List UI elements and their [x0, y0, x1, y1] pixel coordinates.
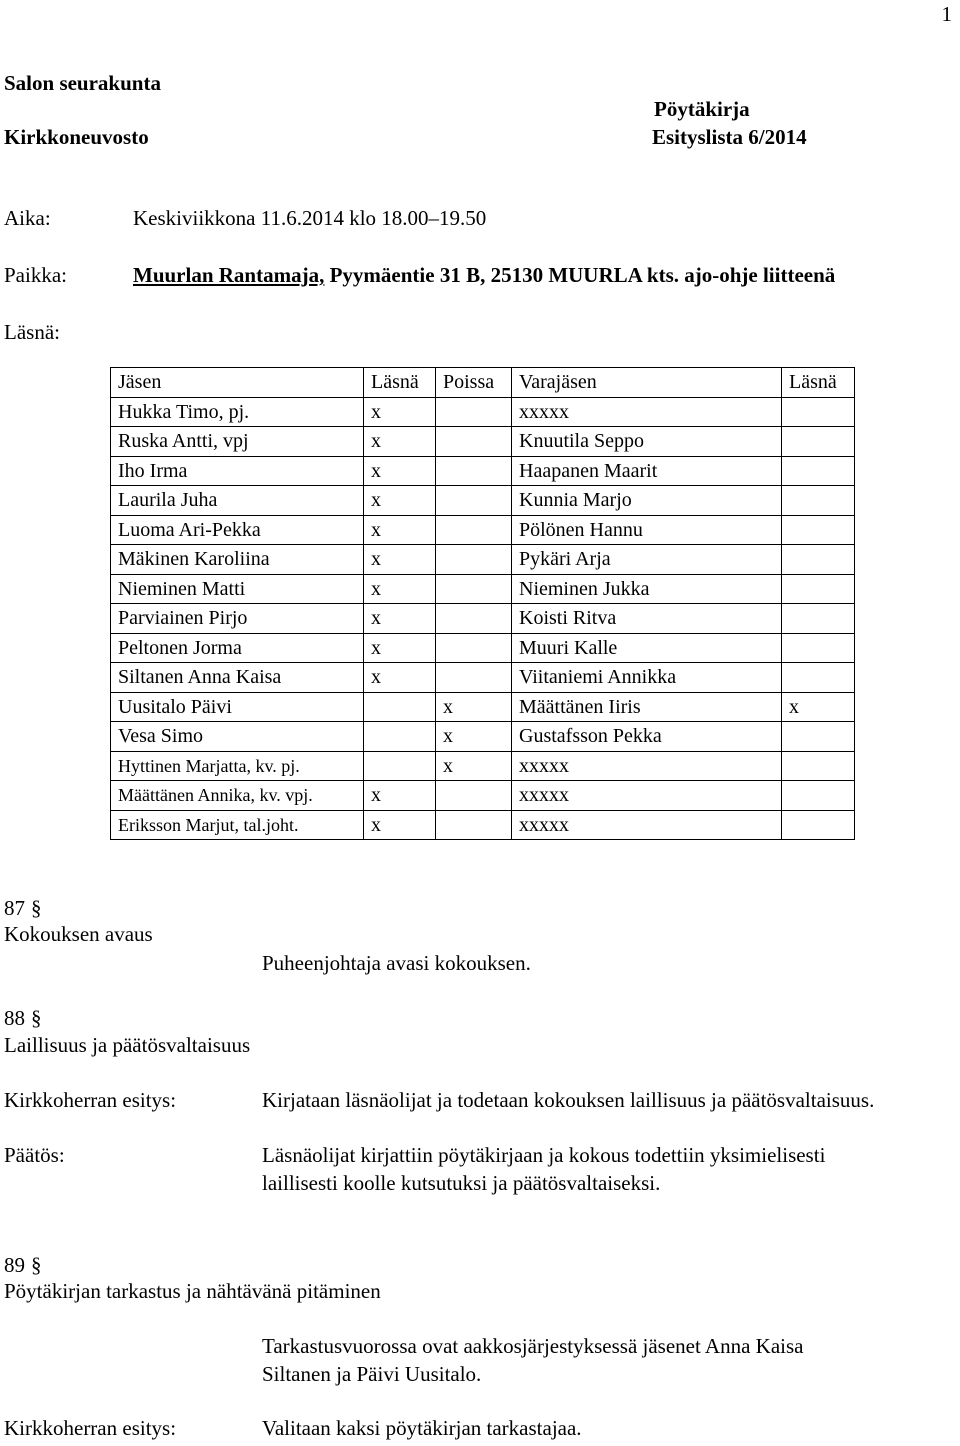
member-cell: Parviainen Pirjo: [111, 604, 364, 634]
table-row: [111, 545, 855, 575]
time-value: Keskiviikkona 11.6.2014 klo 18.00–19.50: [133, 206, 487, 230]
deputy-cell: Kunnia Marjo: [512, 486, 782, 516]
deputy-cell: xxxxx: [512, 781, 782, 811]
present-cell: x: [364, 427, 436, 457]
table-row: [111, 810, 855, 840]
member-cell: Uusitalo Päivi: [111, 692, 364, 722]
header-present: Läsnä: [364, 368, 436, 398]
present-label: Läsnä:: [4, 320, 60, 344]
absent-cell: x: [436, 722, 512, 752]
table-row: [111, 397, 855, 427]
governing-body: Kirkkoneuvosto: [4, 125, 149, 149]
present-cell: x: [364, 545, 436, 575]
table-row: [111, 781, 855, 811]
absent-cell: [436, 397, 512, 427]
time-label: Aika:: [4, 206, 51, 230]
section-88-proposal-text: Kirjataan läsnäolijat ja todetaan kokouksen laillisuus ja päätösvaltaisuus.: [262, 1088, 875, 1112]
deputy-cell: Knuutila Seppo: [512, 427, 782, 457]
deputy-cell: Pykäri Arja: [512, 545, 782, 575]
place-address: Pyymäentie 31 B, 25130 MUURLA kts. ajo-ohje liitteenä: [324, 263, 836, 287]
deputy-present-cell: [782, 751, 855, 781]
present-cell: x: [364, 574, 436, 604]
present-cell: x: [364, 456, 436, 486]
section-88-symbol: §: [31, 1006, 42, 1030]
section-87-text: Puheenjohtaja avasi kokouksen.: [262, 951, 531, 975]
table-row: [111, 515, 855, 545]
section-87-title: Kokouksen avaus: [4, 922, 153, 946]
member-cell: Ruska Antti, vpj: [111, 427, 364, 457]
deputy-cell: Nieminen Jukka: [512, 574, 782, 604]
deputy-present-cell: [782, 722, 855, 752]
section-89-text-line-2: Siltanen ja Päivi Uusitalo.: [262, 1362, 482, 1386]
deputy-cell: Gustafsson Pekka: [512, 722, 782, 752]
present-cell: [364, 751, 436, 781]
present-cell: x: [364, 810, 436, 840]
member-cell: Eriksson Marjut, tal.joht.: [111, 810, 364, 840]
absent-cell: [436, 574, 512, 604]
organization-name: Salon seurakunta: [4, 71, 161, 95]
present-cell: x: [364, 781, 436, 811]
member-cell: Siltanen Anna Kaisa: [111, 663, 364, 693]
absent-cell: [436, 515, 512, 545]
section-87-symbol: §: [31, 896, 42, 920]
section-89-number: 89: [4, 1253, 25, 1277]
deputy-cell: Määttänen Iiris: [512, 692, 782, 722]
member-cell: Hukka Timo, pj.: [111, 397, 364, 427]
absent-cell: [436, 486, 512, 516]
section-88-decision-line-2: laillisesti koolle kutsutuksi ja päätösvaltaiseksi.: [262, 1171, 661, 1195]
member-cell: Mäkinen Karoliina: [111, 545, 364, 575]
deputy-cell: xxxxx: [512, 751, 782, 781]
section-89-proposal-label: Kirkkoherran esitys:: [4, 1416, 177, 1440]
deputy-present-cell: [782, 604, 855, 634]
deputy-present-cell: [782, 545, 855, 575]
place-value: [133, 263, 835, 288]
absent-cell: [436, 663, 512, 693]
document-type: Pöytäkirja: [654, 97, 750, 121]
section-89-text-line-1: Tarkastusvuorossa ovat aakkosjärjestyksessä jäsenet Anna Kaisa: [262, 1334, 804, 1358]
section-88-number: 88: [4, 1006, 25, 1030]
place-venue: Muurlan Rantamaja,: [133, 263, 325, 287]
header-absent: Poissa: [436, 368, 512, 398]
deputy-present-cell: [782, 574, 855, 604]
member-cell: Hyttinen Marjatta, kv. pj.: [111, 751, 364, 781]
table-row: [111, 692, 855, 722]
table-row: [111, 633, 855, 663]
table-row: [111, 663, 855, 693]
page-number: 1: [941, 2, 952, 26]
present-cell: x: [364, 486, 436, 516]
deputy-present-cell: [782, 397, 855, 427]
deputy-present-cell: [782, 427, 855, 457]
table-row: [111, 574, 855, 604]
deputy-present-cell: [782, 663, 855, 693]
attendance-table: [110, 367, 855, 840]
absent-cell: [436, 604, 512, 634]
table-row: [111, 751, 855, 781]
deputy-present-cell: [782, 633, 855, 663]
agenda-number: Esityslista 6/2014: [652, 125, 807, 149]
header-member: Jäsen: [111, 368, 364, 398]
absent-cell: [436, 427, 512, 457]
section-89-proposal-text: Valitaan kaksi pöytäkirjan tarkastajaa.: [262, 1416, 582, 1440]
present-cell: x: [364, 397, 436, 427]
section-88-title: Laillisuus ja päätösvaltaisuus: [4, 1033, 251, 1057]
table-row: [111, 722, 855, 752]
member-cell: Vesa Simo: [111, 722, 364, 752]
deputy-cell: Viitaniemi Annikka: [512, 663, 782, 693]
absent-cell: x: [436, 692, 512, 722]
deputy-present-cell: [782, 781, 855, 811]
deputy-cell: Haapanen Maarit: [512, 456, 782, 486]
absent-cell: [436, 810, 512, 840]
present-cell: [364, 692, 436, 722]
absent-cell: [436, 545, 512, 575]
present-cell: [364, 722, 436, 752]
member-cell: Peltonen Jorma: [111, 633, 364, 663]
section-89-heading: [4, 1253, 42, 1278]
section-87-number: 87: [4, 896, 25, 920]
section-88-decision-label: Päätös:: [4, 1143, 65, 1167]
deputy-cell: xxxxx: [512, 810, 782, 840]
deputy-cell: Muuri Kalle: [512, 633, 782, 663]
table-header-row: [111, 368, 855, 398]
deputy-present-cell: [782, 486, 855, 516]
header-deputy: Varajäsen: [512, 368, 782, 398]
deputy-present-cell: [782, 456, 855, 486]
table-row: [111, 486, 855, 516]
present-cell: x: [364, 604, 436, 634]
section-89-title: Pöytäkirjan tarkastus ja nähtävänä pitäminen: [4, 1279, 381, 1303]
section-87-heading: [4, 896, 42, 921]
table-row: [111, 427, 855, 457]
present-cell: x: [364, 633, 436, 663]
table-row: [111, 604, 855, 634]
deputy-cell: xxxxx: [512, 397, 782, 427]
place-label: Paikka:: [4, 263, 67, 287]
member-cell: Laurila Juha: [111, 486, 364, 516]
deputy-present-cell: [782, 515, 855, 545]
section-88-heading: [4, 1006, 42, 1031]
deputy-present-cell: [782, 810, 855, 840]
absent-cell: [436, 781, 512, 811]
absent-cell: x: [436, 751, 512, 781]
section-88-decision-line-1: Läsnäolijat kirjattiin pöytäkirjaan ja kokous todettiin yksimielisesti: [262, 1143, 826, 1167]
section-88-proposal-label: Kirkkoherran esitys:: [4, 1088, 177, 1112]
present-cell: x: [364, 515, 436, 545]
absent-cell: [436, 633, 512, 663]
member-cell: Määttänen Annika, kv. vpj.: [111, 781, 364, 811]
deputy-cell: Pölönen Hannu: [512, 515, 782, 545]
attendance-body: [111, 397, 855, 840]
present-cell: x: [364, 663, 436, 693]
table-row: [111, 456, 855, 486]
member-cell: Iho Irma: [111, 456, 364, 486]
absent-cell: [436, 456, 512, 486]
deputy-present-cell: x: [782, 692, 855, 722]
section-89-symbol: §: [31, 1253, 42, 1277]
deputy-cell: Koisti Ritva: [512, 604, 782, 634]
header-deputy-present: Läsnä: [782, 368, 855, 398]
member-cell: Luoma Ari-Pekka: [111, 515, 364, 545]
member-cell: Nieminen Matti: [111, 574, 364, 604]
